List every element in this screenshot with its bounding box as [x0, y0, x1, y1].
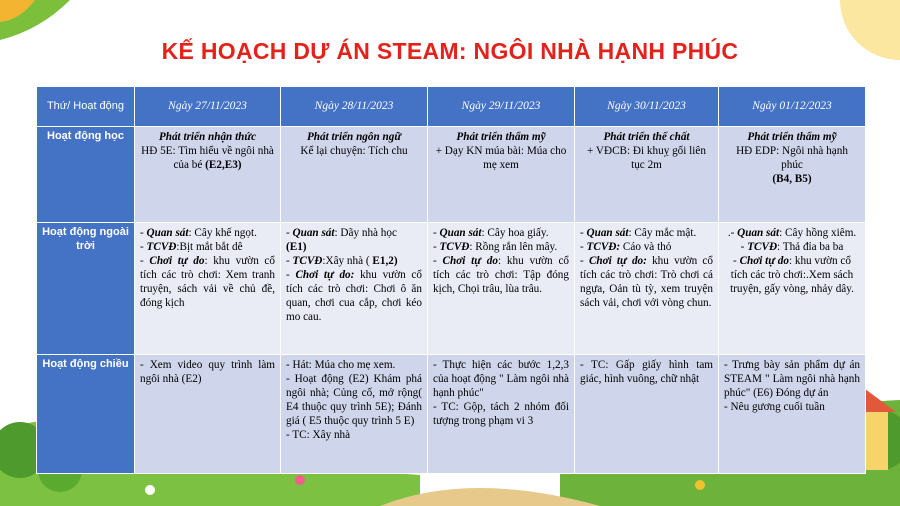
cell-text: HĐ 5E: Tìm hiểu về ngôi nhà của bé: [141, 145, 274, 171]
date-header-1: Ngày 27/11/2023: [135, 87, 281, 127]
choi-tu-do-label: Chơi tự do:: [588, 255, 647, 267]
chieu-line: - Xem video quy trình làm ngôi nhà (E2): [140, 359, 275, 385]
choi-tu-do-text: : khu vườn cổ tích các trò chơi: Tập đóng kịch, Chọi trâu, lùa trâu.: [433, 255, 570, 295]
row-hoat-dong-chieu: [37, 355, 866, 474]
corner-header: Thứ/ Hoạt động: [37, 87, 135, 127]
cell-ngoai-troi-5: .- Quan sát: Cây hồng xiêm. - TCVĐ: Thả đỉa ba ba - Chơi tự do: khu vườn cổ tích các trò chơi:.Xem sách truyện, gấy vòng, nhảy dây.: [719, 223, 866, 355]
quan-sat-label: Quan sát: [737, 227, 780, 239]
tcvd-text: :Bịt mắt bắt dê: [176, 241, 243, 253]
cell-area: Phát triển thẩm mỹ: [747, 131, 837, 143]
quan-sat-label: Quan sát: [146, 227, 189, 239]
cell-chieu-2: [281, 355, 428, 474]
tcvd-label: TCVĐ: [292, 255, 323, 267]
cell-code: (E2,E3): [205, 159, 242, 171]
quan-sat-text: : Cây hoa giấy.: [481, 227, 549, 239]
cell-hoc-1: [135, 127, 281, 223]
flower-1: [295, 475, 305, 485]
tcvd-label: TCVĐ:: [586, 241, 621, 253]
plan-table: [36, 86, 866, 474]
page-title: KẾ HOẠCH DỰ ÁN STEAM: NGÔI NHÀ HẠNH PHÚC: [161, 38, 739, 64]
quan-sat-code: (E1): [286, 241, 307, 253]
tcvd-label: TCVĐ: [146, 241, 177, 253]
flower-3: [145, 485, 155, 495]
chieu-line: - TC: Xây nhà: [286, 429, 351, 441]
cell-code: (B4, B5): [772, 173, 812, 185]
tcvd-label: TCVĐ: [439, 241, 470, 253]
quan-sat-text: : Dãy nhà học: [334, 227, 397, 239]
date-header-2: Ngày 28/11/2023: [281, 87, 428, 127]
cell-ngoai-troi-4: - Quan sát: Cây mắc mật. - TCVĐ: Cáo và thỏ - Chơi tự do: khu vườn cổ tích các trò chơi: Trò chơi cá ngựa, Oản tù tỳ, xem truyện sách vải, chơi với vòng chun.: [575, 223, 719, 355]
quan-sat-text: : Cây khế ngọt.: [188, 227, 257, 239]
flower-2: [695, 480, 705, 490]
chieu-line: - Hoạt động (E2) Khám phá ngôi nhà; Củng cố, mở rộng( E4 thuộc quy trình 5E); Đánh giá ( E5 thuộc quy trình 5 E): [286, 373, 422, 427]
quan-sat-label: Quan sát: [586, 227, 629, 239]
row-hoat-dong-hoc: [37, 127, 866, 223]
cell-area: Phát triển thể chất: [603, 131, 690, 143]
chieu-line: - Thực hiện các bước 1,2,3 của hoạt động " Làm ngôi nhà hạnh phúc": [433, 359, 569, 399]
cell-text: Kể lại chuyện: Tích chu: [300, 145, 408, 157]
tcvd-text: :Xây nhà (: [322, 255, 370, 267]
chieu-line: - Nêu gương cuối tuần: [724, 401, 825, 413]
chieu-line: - TC: Gấp giấy hình tam giác, hình vuông, chữ nhật: [580, 359, 713, 385]
tcvd-text: : Rồng rắn lên mây.: [469, 241, 558, 253]
date-header-4: Ngày 30/11/2023: [575, 87, 719, 127]
cell-chieu-5: [719, 355, 866, 474]
row-label-chieu: Hoạt động chiều: [37, 355, 135, 474]
choi-tu-do-text: : khu vườn cổ tích các trò chơi: Xem tranh truyện, sách vải về chủ đề, đóng kịch: [140, 255, 275, 309]
choi-tu-do-label: Chơi tự do:: [295, 269, 355, 281]
row-label-ngoai-troi: Hoạt động ngoài trời: [37, 223, 135, 355]
choi-tu-do-label: Chơi tự do: [149, 255, 205, 267]
cell-area: Phát triển nhận thức: [158, 131, 257, 143]
cell-area: Phát triển thẩm mỹ: [456, 131, 546, 143]
chieu-line: - TC: Gộp, tách 2 nhóm đối tượng trong phạm vi 3: [433, 401, 569, 427]
quan-sat-text: : Cây mắc mật.: [628, 227, 697, 239]
choi-tu-do-text: : khu vườn cổ tích các trò chơi:.Xem sách truyện, gấy vòng, nhảy dây.: [730, 255, 854, 295]
cell-chieu-4: [575, 355, 719, 474]
row-hoat-dong-ngoai-troi: [37, 223, 866, 355]
tcvd-label: TCVĐ: [747, 241, 778, 253]
quan-sat-text: : Cây hồng xiêm.: [779, 227, 857, 239]
cell-hoc-3: [428, 127, 575, 223]
row-label-hoc: Hoạt động học: [37, 127, 135, 223]
cell-text: HĐ EDP: Ngôi nhà hạnh phúc: [736, 145, 848, 171]
tcvd-text: Cáo và thỏ: [620, 241, 672, 253]
cell-text: + Dạy KN múa bài: Múa cho mẹ xem: [435, 145, 567, 171]
cell-ngoai-troi-3: - Quan sát: Cây hoa giấy. - TCVĐ: Rồng rắn lên mây. - Chơi tự do: khu vườn cổ tích các trò chơi: Tập đóng kịch, Chọi trâu, lùa trâu.: [428, 223, 575, 355]
chieu-line: - Trưng bày sản phẩm dự án STEAM " Làm ngôi nhà hạnh phúc" (E6) Đóng dự án: [724, 359, 860, 399]
cell-ngoai-troi-1: - Quan sát: Cây khế ngọt. - TCVĐ:Bịt mắt bắt dê - Chơi tự do: khu vườn cổ tích các trò chơi: Xem tranh truyện, sách vải về chủ đề, đóng kịch: [135, 223, 281, 355]
tcvd-text: : Thả đỉa ba ba: [777, 241, 844, 253]
cell-hoc-4: [575, 127, 719, 223]
tcvd-code: E1,2): [372, 255, 398, 267]
chieu-line: - Hát: Múa cho mẹ xem.: [286, 359, 396, 371]
cell-hoc-5: [719, 127, 866, 223]
choi-tu-do-text: khu vườn cổ tích các trò chơi: Trò chơi cá ngựa, Oản tù tỳ, xem truyện sách vải, chơi với vòng chun.: [580, 255, 713, 309]
date-header-3: Ngày 29/11/2023: [428, 87, 575, 127]
date-header-5: Ngày 01/12/2023: [719, 87, 866, 127]
choi-tu-do-label: Chơi tự do: [442, 255, 498, 267]
cell-area: Phát triển ngôn ngữ: [306, 131, 402, 143]
cell-text: + VĐCB: Đi khuỵ gối liên tục 2m: [587, 145, 706, 171]
cell-ngoai-troi-2: - Quan sát: Dãy nhà học (E1) - TCVĐ:Xây nhà ( E1,2) - Chơi tự do: khu vườn cổ tích các trò chơi: Chơi ô ăn quan, chơi cua cắp, chơi kéo mo cau.: [281, 223, 428, 355]
cell-hoc-2: [281, 127, 428, 223]
cell-chieu-3: [428, 355, 575, 474]
header-row: [37, 87, 866, 127]
choi-tu-do-text: khu vườn cổ tích các trò chơi: Chơi ô ăn quan, chơi cua cắp, chơi kéo mo cau.: [286, 269, 422, 323]
choi-tu-do-label: Chơi tự do: [739, 255, 789, 267]
cell-chieu-1: [135, 355, 281, 474]
quan-sat-label: Quan sát: [292, 227, 335, 239]
quan-sat-label: Quan sát: [439, 227, 482, 239]
